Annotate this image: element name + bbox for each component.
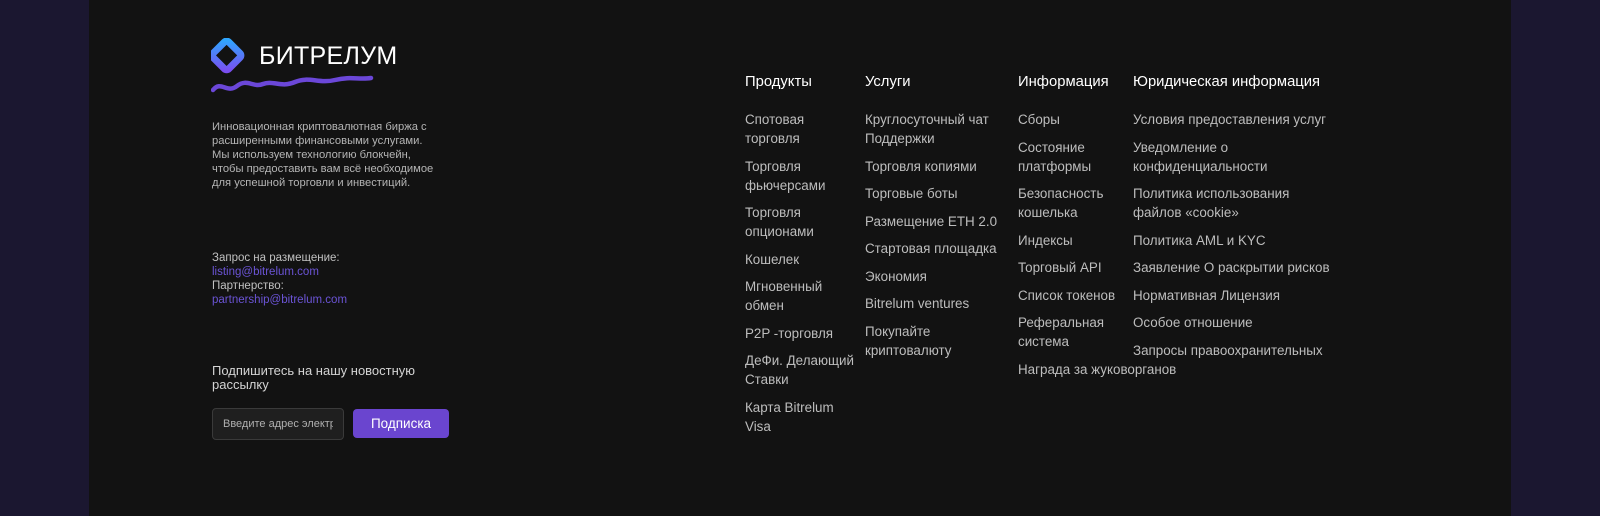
services-column xyxy=(865,72,1015,368)
products-link[interactable]: Спотовая торговля xyxy=(745,112,805,146)
services-heading: Услуги xyxy=(865,74,911,90)
listing-email-link[interactable]: listing@bitrelum.com xyxy=(212,266,319,278)
legal-link[interactable]: Уведомление о конфиденциальности xyxy=(1133,139,1268,174)
services-link[interactable]: Круглосуточный чат Поддержки xyxy=(865,112,989,146)
services-link[interactable]: Размещение ETH 2.0 xyxy=(865,213,998,229)
legal-link[interactable]: Заявление О раскрытии рисков xyxy=(1133,260,1330,275)
products-link[interactable]: Торговля опционами xyxy=(745,205,814,239)
services-link[interactable]: Bitrelum ventures xyxy=(865,296,970,311)
products-link[interactable]: ДеФи. Делающий Ставки xyxy=(745,353,854,387)
products-link[interactable]: Мгновенный обмен xyxy=(745,279,823,313)
info-link[interactable]: Награда за жуковорганов xyxy=(1018,361,1177,377)
listing-label: Запрос на размещение: xyxy=(212,252,340,264)
info-link[interactable]: Безопасность кошелька xyxy=(1018,186,1104,220)
products-heading: Продукты xyxy=(745,74,812,90)
contacts-block xyxy=(212,251,347,307)
legal-link[interactable]: Нормативная Лицензия xyxy=(1133,287,1280,303)
services-link[interactable]: Стартовая площадка xyxy=(865,241,997,256)
info-column xyxy=(1018,72,1177,387)
products-link[interactable]: Торговля фьючерсами xyxy=(745,158,826,193)
info-link[interactable]: Сборы xyxy=(1018,112,1060,127)
info-link[interactable]: Индексы xyxy=(1018,232,1073,248)
products-column xyxy=(745,72,860,444)
legal-link[interactable]: Особое отношение xyxy=(1133,315,1253,330)
info-heading: Информация xyxy=(1018,74,1109,90)
legal-heading: Юридическая информация xyxy=(1133,74,1321,90)
partnership-label: Партнерство: xyxy=(212,280,284,292)
products-link[interactable]: Карта Bitrelum Visa xyxy=(745,399,834,434)
legal-link[interactable]: Политика AML и KYC xyxy=(1133,232,1266,248)
info-link[interactable]: Реферальная система xyxy=(1018,315,1105,349)
newsletter-title: Подпишитесь на нашу новостную рассылку xyxy=(212,363,416,392)
services-link[interactable]: Торговые боты xyxy=(865,186,958,201)
squiggle-underline-icon xyxy=(213,78,371,90)
products-link[interactable]: Кошелек xyxy=(745,251,800,267)
company-description: Инновационная криптовалютная биржа с расширенными финансовыми услугами. Мы используем технологию блокчейн, чтобы предоставить вам всё необходимое для успешной торговли и инвестиций. xyxy=(212,121,434,189)
newsletter-email-input[interactable] xyxy=(212,408,344,440)
legal-column xyxy=(1133,72,1348,368)
brand-name: БИТРЕЛУМ xyxy=(259,42,398,70)
legal-link[interactable]: Запросы правоохранительных xyxy=(1133,342,1323,358)
subscribe-button[interactable]: Подписка xyxy=(353,409,449,438)
info-link[interactable]: Список токенов xyxy=(1018,287,1116,303)
products-link[interactable]: P2P -торговля xyxy=(745,325,834,341)
legal-link[interactable]: Политика использования файлов «cookie» xyxy=(1133,186,1290,220)
services-link[interactable]: Торговля копиями xyxy=(865,158,977,174)
info-link[interactable]: Торговый API xyxy=(1018,260,1102,275)
services-link[interactable]: Покупайте криптовалюту xyxy=(865,323,952,358)
partnership-email-link[interactable]: partnership@bitrelum.com xyxy=(212,294,348,306)
info-link[interactable]: Состояние платформы xyxy=(1018,139,1092,174)
services-link[interactable]: Экономия xyxy=(865,268,927,284)
legal-link[interactable]: Условия предоставления услуг xyxy=(1133,112,1327,127)
